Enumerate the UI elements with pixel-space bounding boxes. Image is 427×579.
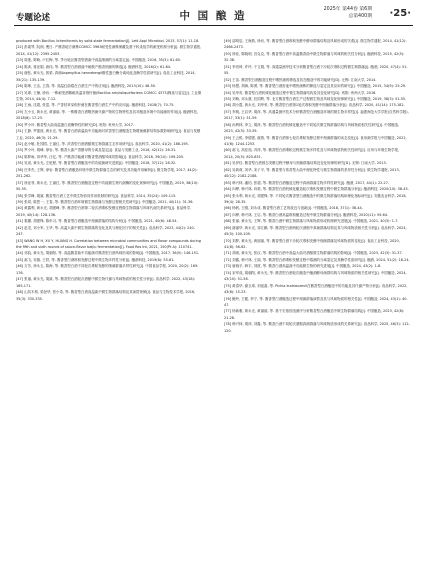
reference-entry: [24] 陈训, 蒋亚娟, 唐伟, 等. 酱香型白酒酒曲中耐酸产酯香细菌的筛选[J]. 酿酒科技, 2016(2): 61-64. xyxy=(16,64,172,69)
reference-entry: [29] 左小玉, 黄永光, 黄丽丽, 等. 一株酱香白酒嗜热菌代谢产物的生物特性及其对酿造环境中功能菌的作用[J]. 酿酒科技, 2018(8): 17-23. xyxy=(16,109,198,121)
reference-entry: [73] 唐晓平, 韩宇, 刘波, 等. 酱香白酒高温曲中功能微生物的研究进展[J]. 中国酿造, 2024, 43(2): 1-8. xyxy=(224,264,382,269)
reference-entry: [72] 刘鑫, 韩兴林, 王丽, 等. 酱香型白酒堆积发酵过程中霉菌的分离鉴定及其酶学性质研究[J]. 酿酒, 2024, 51(2): 18-24. xyxy=(224,257,410,262)
reference-entry: [51] 李晋琦, 许玲, 于文娟, 等. 高通量测序技术分析酱香型白酒下沙轮次堆积过程微生物群落[J]. 酿酒, 2020, 47(4): 51-55. xyxy=(224,64,408,76)
reference-entry: [66] 杨帆, 王刚, 刘永成. 酱香型白酒工艺的改良与创新[J]. 中国酿造, 2018, 37(1): 38-44. xyxy=(224,206,363,211)
reference-entry: [57] 李桃, 王启华, 胡萍, 等. 高通量测序技术分析酱香型白酒酿造环境的微生物多样性[J]. 福建师范大学学报(自然科学版), 2017, 33(1): 51-59. xyxy=(224,109,409,121)
reference-entry: [77] 杨新雅, 黄永光, 黄丽丽, 等. 基于宏基因组测序分析酱香型白酒酿造中微生物群落结构[J]. 中国酿造, 2023, 42(8): 21-28. xyxy=(224,309,405,320)
reference-entry: [38] 张学峰, 胡斌. 酱香型白酒工艺中微生物协同作用机制的研究[J]. 食品科学, 2014, 35(24): 109-115. xyxy=(16,193,177,198)
reference-entry: [52] 王苗. 酱香型白酒酿造过程中嗜热菌的筛选及其在酿造中的功能研究[D]. 无锡: 江南大学, 2014. xyxy=(224,77,377,82)
reference-entry: [40] 黄露利, 黄永光, 胡建峰, 等. 酱香型白酒第二轮次酒堆积发酵过程微生物群落与风味代谢关系研究[J]. 食品科学, 2019, 40(14): 128-136. xyxy=(16,206,192,217)
references-left-column xyxy=(16,38,202,566)
reference-entry: [41] 秦灏, 胡建锋, 陈申习, 等. 酱香型白酒酿造中细菌群落的结构分析[J]. 中国酿造, 2021, 40(6): 48-54. xyxy=(16,219,178,224)
reference-entry: [47] 张丽, 黄永光, 胡斌, 等. 酱香型白酒轮次酒醅中微生物代谢与风味物质的相关性分析[J]. 食品科学, 2022, 43(18): 165-171. xyxy=(16,277,196,288)
reference-entry: [48] 山其木格, 梁登华, 张小奇, 等. 酱香型白酒高温曲中微生物群落结构及其演替规律[J]. 食品与生物技术学报, 2016, 35(3): 330-335. xyxy=(16,290,196,301)
reference-entry: [49] 邵明辰, 王海燕, 徐岩, 等. 酱香型白酒堆积发酵中酵母群落结构及风味形成的关系[J]. 微生物学通报, 2014, 41(12): 2466-2473. xyxy=(224,39,407,50)
reference-entry: [67] 向桦, 韩兴林, 王启, 等. 酱香白酒高温堆积酿造过程中微生物群落分析[J]. 酿酒科技, 2020(11): 59-64. xyxy=(224,212,389,217)
issue-line-total: 总第400期 xyxy=(348,14,372,19)
section-label: 专题论述 xyxy=(16,13,51,23)
reference-entry: [74] 宋军成, 胡朝阳, 黄永光, 等. 酱香型白酒轮次酿造中酿酒酵母菌群结构与风味物质的相关性研究[J]. 中国酿造, 2024, 43(10): 51-58. xyxy=(224,270,407,282)
page-header xyxy=(0,0,427,26)
reference-entry: [53] 杨慧, 胡海, 陈勇, 等. 酱香型白酒窖池中嗜热菌株的筛选与鉴定及其应用的研究[J]. 中国酿造, 2015, 34(9): 25-29. xyxy=(224,84,407,89)
reference-entry: [63] 韩兴林, 潘钧, 张超, 等. 酱香型白酒酿造过程中真菌群落生物多样性研究[J]. 酿酒, 2017, 44(1): 22-27. xyxy=(224,180,390,185)
reference-entry: [28] 王雨, 沈超, 张富, 等. 产香枯草芽孢杆菌在酱香型白酒生产中的应用[J]. 酿酒科技, 2018(7): 70-75. xyxy=(16,103,175,108)
reference-entry: [69] 谢丽华, 黄永光, 邹江鹏, 等. 酱香型白酒两轮次酒醅中真菌群落结构及其与风味物质相关性分析[J]. 食品科学, 2024, 45(5): 100-109. xyxy=(224,225,407,237)
issue-info xyxy=(282,6,372,20)
reference-entry: [60] 郝飞, 高佳茹, 冯萍, 等. 酱香型白酒堆积过程微生物多样性及与风味物质的相关性研究[J]. 应用与环境生物学报, 2014, 20(5): 825-831. xyxy=(224,148,400,159)
reference-entry: [37] 徐亚菲, 黄永光, 王丽红, 等. 酱香型白酒酿造过程中功能微生物代谢酶的变化规律研究[J]. 中国酿造, 2019, 38(10): 50-55. xyxy=(16,180,199,192)
reference-entry: [70] 刘梦, 黄永光, 黄丽丽, 等. 酱香型白酒下沙轮次堆积发酵中细菌群落及风味物质的变化[J]. 食品工业科技, 2020, 41(8): 56-62. xyxy=(224,238,400,249)
reference-entry: [65] 张永利, 黄永光, 胡建锋, 等. 不同轮次酱香型白酒酿造中的微生物群落结构和理化指标研究[J]. 安徽农业科学, 2018, 39(4): 28-35. xyxy=(224,193,407,204)
reference-entry: [46] 万芳, 徐永玉, 陈海, 等. 酱香型白酒不同轮次堆积发酵的细菌群落多样性研究[J]. 中国食品学报, 2020, 20(2): 169-176. xyxy=(16,264,199,275)
reference-entry: [44] 邓骁, 黄永光, 胡朝阳, 等. 高温酱香曲中功能菌对酱香型白酒风味形成的影响[J]. 中国酿造, 2017, 36(5): 146-151. xyxy=(16,251,200,256)
reference-entry: [25] 谢钰, 黄永光, 郭梁. 真菌Aspergillus hennebergii酸性蛋白酶分离纯化及酶学性质研究[J]. 食品工业科技, 2014, 35(21): 135-139. xyxy=(16,71,196,82)
reference-entry: [75] 黄春华, 谢玉球, 刘延嘉, 等. Pichia kudriavzevii在酱香型白酒酿造中的功能及其代谢产物分析[J]. 食品科学, 2022, 43(6): 15-23. xyxy=(224,283,408,295)
header-rule xyxy=(14,25,413,26)
reference-entry: [27] 吴翠, 王楠, 徐岩. 一株耐受酒精耐高温芽孢杆菌(Bacillus amyloliquefaciens CGMCC 4373)筛选与鉴定[J]. 工业微生物, 2014, 44(4): 7-12. xyxy=(16,90,202,101)
reference-entry: [31] 王静, 罗惠波, 黄永光, 等. 酱香白酒高温曲中功能菌对浓香型白酒酿造生物增菌菌群结构参数影响研究[J]. 食品与发酵工业, 2020, 46(3): 21-29. xyxy=(16,129,201,140)
reference-entry: [62] 吴莉莉, 刘华, 宋子平, 等. 酱香型与浓香型大曲中理化特性与微生物群落的差异性分析[J]. 微生物学通报, 2013, 40(12): 2182-2188. xyxy=(224,167,400,179)
reference-entry: [43] WANG W H, XU Y, HUANG H. Correlation between microbial communities and flavor compounds during the fifth and sixth rounds of sauce-flavor baijiu fermentation[J]. Food Res Int, 2021, 150(Pt A): 110741. xyxy=(16,238,201,249)
reference-entry: [78] 韩兴林, 胡萍, 刘鑫, 等. 酱香白酒不同轮次酒醅真菌群落与风味物质形成的关系研究[J]. 食品科学, 2025, 46(3): 112-120. xyxy=(224,322,410,333)
reference-entry: [71] 胡甫, 黄永光, 张汉, 等. 酱香型白酒中高温大曲对酒醅微生物群落结构的影响[J]. 中国酿造, 2023, 42(3): 31-37. xyxy=(224,251,403,256)
reference-entry: [50] 徐佳, 陈晓明, 宫克克, 等. 酱香型白酒中高温酱香曲中微生物群落与风味的相关性分析[J]. 酿酒科技, 2015, 42(5): 32-38. xyxy=(224,51,405,63)
reference-entry: [30] 罗小叶. 酱香型大曲高温蛋白质酶特性的研究[D]. 贵阳: 贵州大学, 2017. xyxy=(16,122,135,127)
reference-entry: [33] 罗小叶, 胡峰, 徐岩, 等. 酱香大曲产香酵母的分离及鉴定[J]. 食品与发酵工业, 2016, 42(12): 26-31. xyxy=(16,148,177,153)
reference-entry: [23] 周莲, 陈萌, 卢红梅, 等. 茅台地区酱香型酒曲中高温细菌的分离鉴定[J]. 中国酿造, 2016, 35(3): 61-65. xyxy=(16,58,182,63)
page-number: ·25· xyxy=(389,8,411,19)
reference-entry: [34] 陈梦雨, 刘华华, 汪亿, 等. 产酱香功能菌对酱香型酒醅风味的影响[J]. 食品科学, 2018, 39(10): 199-205. xyxy=(16,154,185,159)
reference-entry: [35] 吴成, 黄永光, 左乾程, 等. 酱香型白酒酿造中的功能菌研究进展[J]. 中国酿造, 2018, 37(12): 28-32. xyxy=(16,161,177,166)
reference-entry: [42] 赵龙, 邓小军, 王华, 等. 高温大曲中微生物群落的变化及其与理化因子的相关性[J]. 食品科学, 2023, 44(2): 240-247. xyxy=(16,225,195,237)
reference-entry: [39] 张叔, 陈恩一, 王春, 等. 酱香型白酒环境微生物群落与发酵过程相关性研究[J]. 中国酿造, 2021, 40(11): 31-36. xyxy=(16,199,194,204)
reference-entry: [61] 吴伊佳. 酱香型白酒固态发酵过程中酵母与细菌群落结构及变化规律的研究[D]. 无锡: 江南大学, 2013. xyxy=(224,161,387,166)
reference-entry: [55] 刘萌, 邓永康, 杜国利, 等. 北方酱香型白酒生产过程微生物及风味变化规律研究[J]. 中国酿造, 2019, 38(3): 51-55. xyxy=(224,96,407,101)
journal-title: 中 国 酿 造 xyxy=(179,10,247,22)
reference-entry: produced with Bacillus licheniformis by solid-state fermentation[J]. Lett Appl Microbiol, 2013, 57(1): 11-18. xyxy=(16,39,200,43)
references-right-column xyxy=(224,38,410,566)
reference-entry: [22] 彭素琴, 阮朗, 俊日. 产酱香地方菌株CGMCC 3963耐受性菌株保藏及基于转录组学的耐受机制分析[J]. 微生物学通报, 2014, 41(12): 2395-2403. xyxy=(16,45,202,56)
reference-entry: [45] 郝飞, 吴镇, 王铁, 等. 酱香型白酒堆积发酵过程中微生物多样性分析[J]. 酿酒科技, 2019(8): 55-61. xyxy=(16,257,175,262)
reference-entry: [32] 赵小敏, 杜园园, 王丽红, 等. 浓香型白酒酒醅微生物群落生态作用研究[J]. 食品科学, 2020, 41(2): 188-195. xyxy=(16,142,189,146)
reference-entry: [36] 庄孝杰, 王辉, 徐岩. 酱香型白酒酿造环境中微生物群落生态的研究及其功能作用解析[J]. 微生物学报, 2017, 44(2): 251-262. xyxy=(16,167,198,179)
reference-entry: [56] 胡小霞, 黄永光, 刘华荣, 等. 酱香型白酒第1轮次堆积发酵中细菌群落分析[J]. 食品科学, 2020, 41(14): 175-182. xyxy=(224,103,405,108)
reference-entry: [76] 鲍玲, 王健, 李宁, 等. 酱香型白酒酿造过程中细菌群落演替及其与风味物质的相关性[J]. 中国酿造, 2024, 43(1): 40-47. xyxy=(224,296,408,307)
reference-entry: [59] 王云锐, 李德建, 谢燕, 等. 酱香白酒第七轮次堆积发酵过程中细菌群落的动态变化[J]. 食用菌学报与中国酿造, 2022, 41(6): 1244-1253. xyxy=(224,135,407,146)
reference-entry: [64] 向桦, 韩兴林, 向莉, 等. 酱香型白酒机械化酿造轮次堆积发酵过程中微生物群落分析[J]. 酿酒科技, 2020(10): 38-45. xyxy=(224,187,409,192)
reference-entry: [58] 孙利林, 李立, 胡萍, 等. 酱香型白酒机械化酿造中不同轮次微生物群落结构与风味物质相关性研究[J]. 中国酿造, 2023, 42(5): 33-39. xyxy=(224,122,400,134)
reference-entry: [26] 陈坤, 王洁, 卫春, 等. 高温红曲霉在白酒生产中的应用[J]. 酿酒科技, 2013(10): 48-50. xyxy=(16,84,157,89)
reference-entry: [54] 吴华英. 酱香型白酒机械化酿造过程中微生物群落结构及其变化研究[D]. 贵阳: 贵州大学, 2018. xyxy=(224,90,377,95)
issue-line-volume: 2025年 第44卷 第6期 xyxy=(323,7,372,12)
reference-entry: [68] 张丽, 黄永光, 王辉, 等. 酱香白酒中微生物群落与风味物质形成机理研究进展[J]. 中国酿造, 2021, 40(3): 1-7. xyxy=(224,219,399,224)
